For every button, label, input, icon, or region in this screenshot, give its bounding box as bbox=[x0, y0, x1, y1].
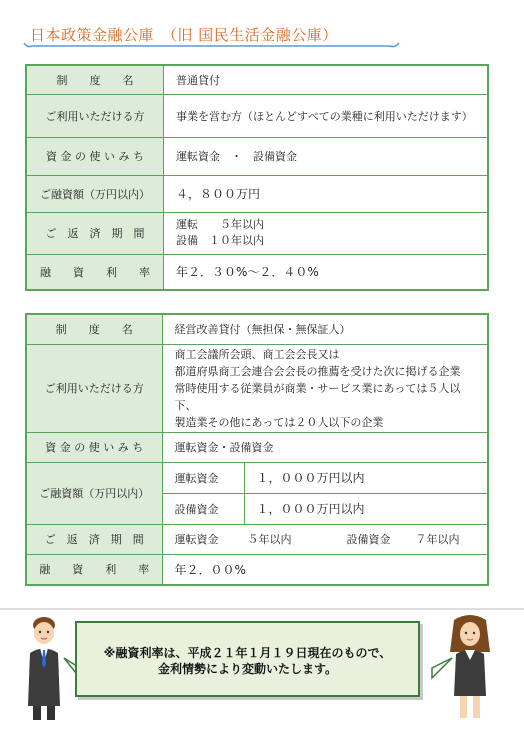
table-row bbox=[26, 314, 488, 344]
notice-line: 金利情勢により変動いたします。 bbox=[157, 662, 338, 676]
row-value: 普通貸付 bbox=[164, 65, 489, 94]
title-underline bbox=[22, 42, 402, 50]
row-value: 運転資金 ・ 設備資金 bbox=[164, 137, 489, 175]
repay-term: ７年以内 bbox=[415, 533, 460, 546]
table-row bbox=[26, 137, 488, 175]
row-label: 制 度 名 bbox=[26, 314, 162, 344]
table-row bbox=[26, 524, 488, 554]
row-label: 資 金 の 使 い み ち bbox=[26, 432, 162, 462]
row-label: 融 資 利 率 bbox=[26, 554, 162, 585]
table-row bbox=[26, 344, 488, 432]
table-row bbox=[26, 94, 488, 137]
row-label: ご 返 済 期 間 bbox=[26, 524, 162, 554]
repayment-line: 運転 ５年以内 bbox=[176, 218, 264, 231]
row-value bbox=[162, 524, 488, 554]
amount-value: １，０００万円以内 bbox=[244, 493, 488, 524]
businessman-icon bbox=[28, 617, 60, 720]
loan-table-improvement bbox=[25, 313, 489, 586]
amount-value: １，０００万円以内 bbox=[244, 462, 488, 493]
repay-kind: 運転資金 bbox=[174, 533, 219, 546]
page-title-block bbox=[22, 20, 402, 46]
table-row bbox=[26, 432, 488, 462]
row-label: ご融資額（万円以内） bbox=[26, 175, 164, 212]
rate-notice bbox=[75, 621, 420, 697]
row-label: ご 返 済 期 間 bbox=[26, 212, 164, 254]
businesswoman-icon bbox=[450, 615, 490, 718]
row-value: 年２．３０%～２．４０% bbox=[164, 254, 489, 290]
row-value: 運転資金・設備資金 bbox=[162, 432, 488, 462]
row-value: 経営改善貸付（無担保・無保証人） bbox=[162, 314, 488, 344]
table-row bbox=[26, 65, 488, 94]
row-label: 制 度 名 bbox=[26, 65, 164, 94]
loan-table-general bbox=[25, 64, 489, 291]
table-row bbox=[26, 254, 488, 290]
row-value: 事業を営む方（ほとんどすべての業種に利用いただけます） bbox=[164, 94, 489, 137]
row-value: ４，８００万円 bbox=[164, 175, 489, 212]
row-value: 年２．００% bbox=[162, 554, 488, 585]
repayment-line: 設備 １０年以内 bbox=[176, 234, 264, 247]
row-label: ご利用いただける方 bbox=[26, 94, 164, 137]
row-value bbox=[162, 344, 488, 432]
repay-term: ５年以内 bbox=[247, 533, 292, 546]
row-label: ご利用いただける方 bbox=[26, 344, 162, 432]
eligibility-line: 製造業その他にあっては２０人以下の企業 bbox=[174, 415, 384, 429]
page-title: 日本政策金融公庫 （旧 国民生活金融公庫） bbox=[30, 26, 338, 44]
row-label: 融 資 利 率 bbox=[26, 254, 164, 290]
row-label: 資 金 の 使 い み ち bbox=[26, 137, 164, 175]
table-row bbox=[26, 175, 488, 212]
table-row bbox=[26, 554, 488, 585]
repay-kind: 設備資金 bbox=[346, 533, 391, 546]
table-row bbox=[26, 462, 488, 493]
row-value bbox=[164, 212, 489, 254]
amount-kind: 設備資金 bbox=[162, 493, 244, 524]
eligibility-line: 都道府県商工会連合会会長の推薦を受けた次に掲げる企業 bbox=[174, 364, 461, 378]
eligibility-line: 常時使用する従業員が商業・サービス業にあっては５人以下、 bbox=[174, 381, 461, 412]
row-label: ご融資額（万円以内） bbox=[26, 462, 162, 524]
amount-kind: 運転資金 bbox=[162, 462, 244, 493]
eligibility-line: 商工会議所会頭、商工会会長又は bbox=[174, 347, 340, 361]
table-row bbox=[26, 212, 488, 254]
notice-line: ※融資利率は、平成２１年１月１９日現在のもので、 bbox=[103, 646, 392, 660]
